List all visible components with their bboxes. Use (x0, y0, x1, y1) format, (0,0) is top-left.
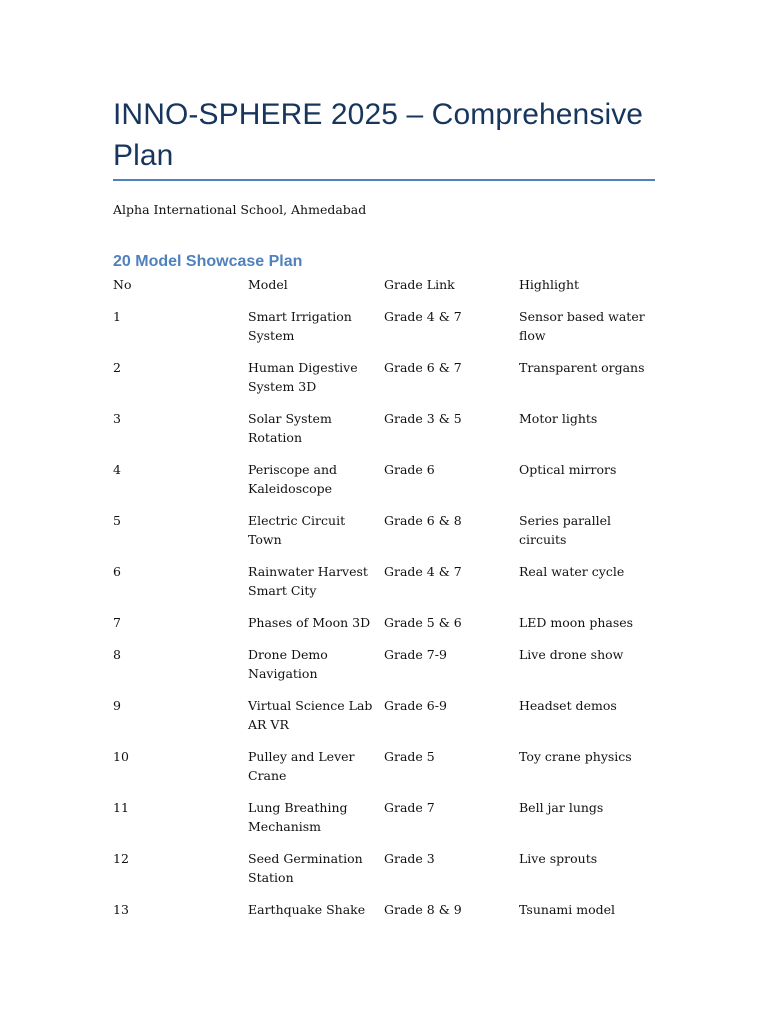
cell-model: Human Digestive System 3D (248, 360, 358, 394)
table-row (113, 409, 655, 460)
cell-model: Electric Circuit Town (248, 513, 346, 547)
cell-model: Virtual Science Lab AR VR (248, 698, 373, 732)
cell-highlight: Live sprouts (519, 851, 598, 866)
cell-model: Drone Demo Navigation (248, 647, 328, 681)
cell-grade-link: Grade 5 (384, 749, 435, 764)
cell-grade-link: Grade 6 & 7 (384, 360, 462, 375)
cell-model: Seed Germination Station (248, 851, 363, 885)
cell-grade-link: Grade 6 & 8 (384, 513, 462, 528)
table-row (113, 511, 655, 562)
cell-highlight: Sensor based water flow (519, 309, 645, 343)
cell-no: 7 (113, 615, 121, 630)
table-row (113, 696, 655, 747)
table-row (113, 307, 655, 358)
cell-grade-link: Grade 8 & 9 (384, 902, 462, 917)
cell-grade-link: Grade 4 & 7 (384, 309, 462, 324)
cell-model: Lung Breathing Mechanism (248, 800, 348, 834)
model-showcase-table (113, 275, 655, 932)
cell-highlight: Optical mirrors (519, 462, 617, 477)
column-header-no: No (113, 277, 132, 292)
table-row (113, 798, 655, 849)
cell-highlight: Tsunami model (519, 902, 615, 917)
cell-highlight: Real water cycle (519, 564, 625, 579)
table-row (113, 613, 655, 645)
cell-grade-link: Grade 3 & 5 (384, 411, 462, 426)
cell-grade-link: Grade 6-9 (384, 698, 447, 713)
column-header-highlight: Highlight (519, 277, 580, 292)
cell-no: 8 (113, 647, 121, 662)
cell-highlight: Live drone show (519, 647, 624, 662)
document-title: INNO-SPHERE 2025 – Comprehensive Plan (113, 98, 644, 172)
table-row (113, 358, 655, 409)
cell-no: 5 (113, 513, 121, 528)
cell-no: 1 (113, 309, 121, 324)
cell-highlight: Headset demos (519, 698, 617, 713)
cell-model: Smart Irrigation System (248, 309, 352, 343)
cell-highlight: Motor lights (519, 411, 598, 426)
cell-no: 6 (113, 564, 121, 579)
cell-grade-link: Grade 3 (384, 851, 435, 866)
cell-grade-link: Grade 4 & 7 (384, 564, 462, 579)
table-row (113, 900, 655, 932)
cell-model: Pulley and Lever Crane (248, 749, 355, 783)
cell-grade-link: Grade 7 (384, 800, 435, 815)
cell-no: 10 (113, 749, 129, 764)
cell-highlight: LED moon phases (519, 615, 634, 630)
table-row (113, 645, 655, 696)
table-body (113, 307, 655, 932)
cell-no: 13 (113, 902, 129, 917)
cell-model: Solar System Rotation (248, 411, 332, 445)
cell-model: Phases of Moon 3D (248, 615, 371, 630)
column-header-grade-link: Grade Link (384, 277, 455, 292)
cell-grade-link: Grade 7-9 (384, 647, 447, 662)
cell-model: Earthquake Shake (248, 902, 366, 917)
section-heading: 20 Model Showcase Plan (113, 253, 303, 270)
cell-no: 9 (113, 698, 121, 713)
cell-grade-link: Grade 5 & 6 (384, 615, 462, 630)
cell-highlight: Bell jar lungs (519, 800, 604, 815)
table-row (113, 849, 655, 900)
cell-model: Rainwater Harvest Smart City (248, 564, 368, 598)
school-name: Alpha International School, Ahmedabad (113, 202, 367, 217)
cell-grade-link: Grade 6 (384, 462, 435, 477)
cell-no: 4 (113, 462, 121, 477)
cell-no: 2 (113, 360, 121, 375)
table-row (113, 460, 655, 511)
cell-no: 3 (113, 411, 121, 426)
cell-highlight: Series parallel circuits (519, 513, 611, 547)
title-divider (113, 179, 655, 181)
column-header-model: Model (248, 277, 288, 292)
table-row (113, 562, 655, 613)
cell-no: 12 (113, 851, 129, 866)
cell-highlight: Toy crane physics (519, 749, 632, 764)
cell-model: Periscope and Kaleidoscope (248, 462, 338, 496)
table-header-row (113, 275, 655, 307)
cell-highlight: Transparent organs (519, 360, 645, 375)
document-page (113, 0, 655, 932)
table-row (113, 747, 655, 798)
cell-no: 11 (113, 800, 129, 815)
